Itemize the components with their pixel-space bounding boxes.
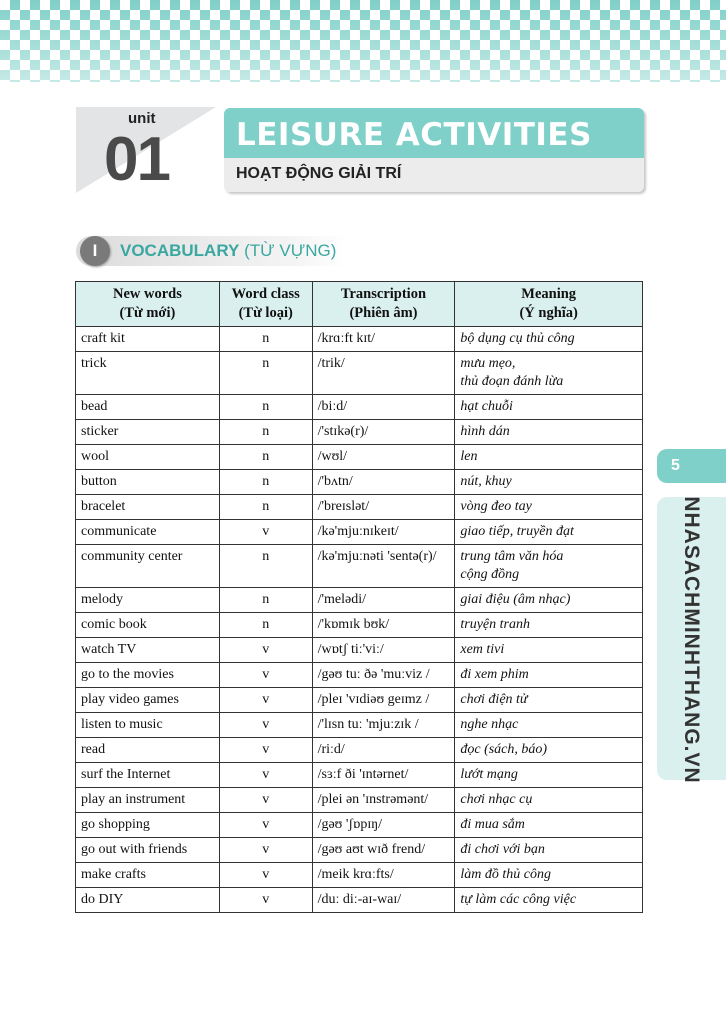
cell-meaning-text: lướt mạng	[460, 767, 518, 782]
cell-word	[76, 445, 220, 470]
table-row	[76, 520, 643, 545]
table-row	[76, 738, 643, 763]
cell-meaning	[455, 420, 643, 445]
cell-transcription	[312, 588, 455, 613]
cell-transcription-text: /krɑːft kɪt/	[317, 331, 376, 346]
cell-meaning	[455, 613, 643, 638]
cell-word-class	[219, 738, 312, 763]
cell-word	[76, 327, 220, 352]
cell-transcription-text: /trik/	[317, 356, 345, 371]
cell-transcription-text: /pleɪ 'vɪdiəʊ geɪmz /	[317, 692, 430, 707]
header-line: Transcription	[340, 286, 427, 302]
vocabulary-table	[75, 281, 643, 913]
cell-word-class-text: v	[262, 667, 270, 682]
cell-transcription	[312, 545, 455, 588]
table-row	[76, 352, 643, 395]
cell-word-class	[219, 470, 312, 495]
cell-word-class-text: v	[262, 767, 270, 782]
cell-meaning-text: hình dán	[460, 424, 510, 439]
header-line: New words	[112, 286, 182, 302]
header-meaning	[455, 282, 643, 327]
cell-meaning-text: tự làm các công việc	[460, 892, 577, 907]
cell-transcription-text: /'kɒmɪk bʊk/	[317, 617, 390, 632]
cell-word-class	[219, 688, 312, 713]
cell-meaning-text: hạt chuỗi	[460, 399, 513, 414]
cell-transcription	[312, 445, 455, 470]
cell-word-text: community center	[81, 549, 183, 564]
cell-word-text: go shopping	[81, 817, 150, 832]
cell-word-text: bracelet	[81, 499, 126, 514]
cell-word-class	[219, 420, 312, 445]
cell-word-class	[219, 888, 312, 913]
cell-word-text: play an instrument	[81, 792, 186, 807]
cell-word	[76, 520, 220, 545]
table-row	[76, 327, 643, 352]
cell-word-text: go out with friends	[81, 842, 188, 857]
cell-transcription-text: /biːd/	[317, 399, 348, 414]
cell-transcription-text: /gəʊ aʊt wɪð frend/	[317, 842, 426, 857]
cell-transcription	[312, 613, 455, 638]
cell-word-class	[219, 395, 312, 420]
cell-meaning-text: giai điệu (âm nhạc)	[460, 592, 571, 607]
header-line: (Phiên âm)	[349, 305, 418, 321]
cell-word	[76, 420, 220, 445]
cell-word-class	[219, 663, 312, 688]
cell-transcription	[312, 495, 455, 520]
cell-word-text: bead	[81, 399, 108, 414]
cell-word-text: go to the movies	[81, 667, 174, 682]
table-row	[76, 613, 643, 638]
cell-word-class-text: v	[262, 892, 270, 907]
cell-transcription	[312, 663, 455, 688]
cell-word-class	[219, 763, 312, 788]
table-row	[76, 395, 643, 420]
cell-word-class-text: v	[262, 842, 270, 857]
cell-meaning-text-line2: thủ đoạn đánh lừa	[460, 374, 564, 389]
cell-meaning-text: truyện tranh	[460, 617, 530, 632]
brand-text: NHASACHMINHTHANG.VN	[680, 496, 703, 784]
cell-word	[76, 763, 220, 788]
cell-word	[76, 738, 220, 763]
header-word-class	[219, 282, 312, 327]
cell-word	[76, 588, 220, 613]
cell-meaning-text: chơi nhạc cụ	[460, 792, 533, 807]
table-row	[76, 495, 643, 520]
cell-word-class-text: n	[262, 592, 270, 607]
cell-word-text: do DIY	[81, 892, 124, 907]
cell-word-text: sticker	[81, 424, 119, 439]
cell-word-class	[219, 327, 312, 352]
cell-meaning-text: xem tivi	[460, 642, 505, 657]
section-number-badge: I	[80, 236, 110, 266]
cell-transcription-text: /kə'mjuːnɪkeɪt/	[317, 524, 399, 539]
cell-word	[76, 470, 220, 495]
cell-word-text: make crafts	[81, 867, 146, 882]
cell-word-class	[219, 813, 312, 838]
cell-meaning	[455, 588, 643, 613]
cell-word-class-text: n	[262, 474, 270, 489]
cell-meaning	[455, 838, 643, 863]
cell-word-class-text: n	[262, 549, 270, 564]
cell-word-class	[219, 588, 312, 613]
cell-word	[76, 613, 220, 638]
cell-word-class-text: n	[262, 617, 270, 632]
cell-word-text: trick	[81, 356, 107, 371]
cell-word-class-text: n	[262, 399, 270, 414]
header-line: (Ý nghĩa)	[519, 305, 578, 321]
header-new-words	[76, 282, 220, 327]
cell-meaning	[455, 470, 643, 495]
cell-transcription	[312, 327, 455, 352]
cell-meaning	[455, 888, 643, 913]
cell-word-class-text: v	[262, 792, 270, 807]
cell-word-class-text: n	[262, 331, 270, 346]
table-row	[76, 788, 643, 813]
cell-word-class-text: n	[262, 424, 270, 439]
cell-meaning	[455, 763, 643, 788]
unit-title-english: LEISURE ACTIVITIES	[224, 108, 644, 158]
table-row	[76, 713, 643, 738]
unit-number: 01	[104, 125, 169, 194]
cell-word	[76, 863, 220, 888]
cell-transcription-text: /'bʌtn/	[317, 474, 353, 489]
page-number-tab: 5	[657, 449, 726, 483]
table-row	[76, 638, 643, 663]
cell-word	[76, 352, 220, 395]
cell-transcription-text: /gəʊ tuː ðə 'muːviz /	[317, 667, 430, 682]
cell-meaning	[455, 663, 643, 688]
cell-word-class	[219, 838, 312, 863]
cell-transcription-text: /kə'mjuːnəti 'sentə(r)/	[317, 549, 437, 564]
cell-transcription-text: /sɜːf ði 'ɪntərnet/	[317, 767, 409, 782]
cell-word-text: surf the Internet	[81, 767, 171, 782]
cell-meaning	[455, 788, 643, 813]
cell-transcription	[312, 395, 455, 420]
cell-meaning	[455, 638, 643, 663]
cell-word-text: listen to music	[81, 717, 163, 732]
cell-meaning-text: đi mua sắm	[460, 817, 525, 832]
cell-meaning	[455, 445, 643, 470]
cell-meaning	[455, 713, 643, 738]
cell-meaning	[455, 813, 643, 838]
cell-word-class	[219, 638, 312, 663]
cell-transcription-text: /'stɪkə(r)/	[317, 424, 369, 439]
section-title	[120, 241, 336, 261]
table-row	[76, 763, 643, 788]
cell-transcription-text: /plei ən 'ɪnstrəmənt/	[317, 792, 429, 807]
table-row	[76, 663, 643, 688]
cell-word-text: read	[81, 742, 106, 757]
table-header-row	[76, 282, 643, 327]
cell-transcription-text: /wʊl/	[317, 449, 348, 464]
cell-meaning	[455, 352, 643, 395]
table-row	[76, 420, 643, 445]
section-title-text: VOCABULARY	[120, 241, 240, 260]
table-row	[76, 445, 643, 470]
cell-word-text: play video games	[81, 692, 179, 707]
cell-meaning-text: giao tiếp, truyền đạt	[460, 524, 574, 539]
cell-word	[76, 395, 220, 420]
cell-transcription	[312, 420, 455, 445]
cell-transcription	[312, 813, 455, 838]
cell-word-class-text: n	[262, 356, 270, 371]
cell-word-text: wool	[81, 449, 109, 464]
cell-transcription	[312, 520, 455, 545]
table-row	[76, 545, 643, 588]
cell-word-class-text: v	[262, 742, 270, 757]
header-line: Word class	[231, 286, 300, 302]
cell-word	[76, 788, 220, 813]
cell-meaning	[455, 327, 643, 352]
cell-meaning	[455, 520, 643, 545]
table-body	[76, 327, 643, 913]
cell-transcription-text: /'lɪsn tuː 'mjuːzɪk /	[317, 717, 419, 732]
cell-transcription-text: /meik krɑːfts/	[317, 867, 394, 882]
cell-meaning	[455, 688, 643, 713]
cell-meaning-text-line2: cộng đồng	[460, 567, 520, 582]
section-subtitle: (TỪ VỰNG)	[244, 241, 337, 260]
cell-word-text: communicate	[81, 524, 157, 539]
cell-transcription-text: /riːd/	[317, 742, 345, 757]
cell-transcription	[312, 638, 455, 663]
cell-meaning	[455, 395, 643, 420]
cell-transcription-text: /'breɪslət/	[317, 499, 370, 514]
header-line: (Từ loại)	[238, 305, 293, 321]
cell-word-class	[219, 863, 312, 888]
cell-word-class	[219, 520, 312, 545]
cell-meaning-text: đi xem phim	[460, 667, 529, 682]
cell-transcription	[312, 888, 455, 913]
cell-word-class	[219, 445, 312, 470]
cell-meaning-text: đọc (sách, báo)	[460, 742, 548, 757]
cell-word	[76, 713, 220, 738]
cell-word-class-text: v	[262, 867, 270, 882]
table-row	[76, 588, 643, 613]
cell-meaning-text: nghe nhạc	[460, 717, 519, 732]
cell-word-class-text: v	[262, 817, 270, 832]
cell-word	[76, 495, 220, 520]
header-transcription	[312, 282, 455, 327]
cell-word-class	[219, 788, 312, 813]
cell-word-class	[219, 495, 312, 520]
pattern-fade	[0, 0, 726, 82]
cell-word-class-text: v	[262, 717, 270, 732]
cell-word	[76, 838, 220, 863]
cell-word-text: button	[81, 474, 117, 489]
cell-word	[76, 813, 220, 838]
header-line: (Từ mới)	[119, 305, 176, 321]
cell-meaning	[455, 545, 643, 588]
cell-transcription	[312, 863, 455, 888]
cell-transcription	[312, 763, 455, 788]
unit-title-vietnamese: HOẠT ĐỘNG GIẢI TRÍ	[224, 158, 644, 192]
cell-word	[76, 663, 220, 688]
cell-word-class	[219, 545, 312, 588]
cell-transcription-text: /duː diː-aɪ-waɪ/	[317, 892, 402, 907]
cell-meaning-text: bộ dụng cụ thủ công	[460, 331, 575, 346]
cell-meaning-text: vòng đeo tay	[460, 499, 532, 514]
cell-transcription-text: /wɒtʃ tiː'viː/	[317, 642, 384, 657]
cell-meaning	[455, 863, 643, 888]
cell-transcription	[312, 788, 455, 813]
cell-transcription	[312, 838, 455, 863]
table-row	[76, 813, 643, 838]
cell-word	[76, 638, 220, 663]
table-row	[76, 688, 643, 713]
cell-word-class-text: v	[262, 642, 270, 657]
cell-word	[76, 688, 220, 713]
cell-word-class-text: n	[262, 449, 270, 464]
cell-meaning-text: chơi điện tử	[460, 692, 528, 707]
cell-transcription-text: /'melədi/	[317, 592, 366, 607]
cell-meaning-text: làm đồ thủ công	[460, 867, 551, 882]
cell-transcription	[312, 713, 455, 738]
cell-word-text: comic book	[81, 617, 147, 632]
cell-word	[76, 545, 220, 588]
cell-meaning-text: nút, khuy	[460, 474, 512, 489]
table-row	[76, 470, 643, 495]
cell-word-text: watch TV	[81, 642, 137, 657]
cell-word-class-text: v	[262, 692, 270, 707]
cell-word-class	[219, 613, 312, 638]
cell-transcription-text: /gəʊ 'ʃɒpɪŋ/	[317, 817, 383, 832]
table-row	[76, 888, 643, 913]
cell-transcription	[312, 470, 455, 495]
cell-word-class-text: n	[262, 499, 270, 514]
cell-word	[76, 888, 220, 913]
cell-word-text: melody	[81, 592, 123, 607]
cell-word-text: craft kit	[81, 331, 125, 346]
cell-meaning	[455, 738, 643, 763]
cell-meaning	[455, 495, 643, 520]
cell-meaning-text: len	[460, 449, 478, 464]
header-line: Meaning	[521, 286, 577, 302]
unit-label: unit	[128, 110, 156, 127]
cell-meaning-text: đi chơi với bạn	[460, 842, 545, 857]
unit-title-box	[224, 108, 644, 192]
cell-word-class	[219, 713, 312, 738]
table-row	[76, 863, 643, 888]
cell-transcription	[312, 352, 455, 395]
table-row	[76, 838, 643, 863]
cell-transcription	[312, 688, 455, 713]
cell-transcription	[312, 738, 455, 763]
cell-word-class	[219, 352, 312, 395]
cell-meaning-text: trung tâm văn hóa	[460, 549, 564, 564]
cell-meaning-text: mưu mẹo,	[460, 356, 516, 371]
cell-word-class-text: v	[262, 524, 270, 539]
